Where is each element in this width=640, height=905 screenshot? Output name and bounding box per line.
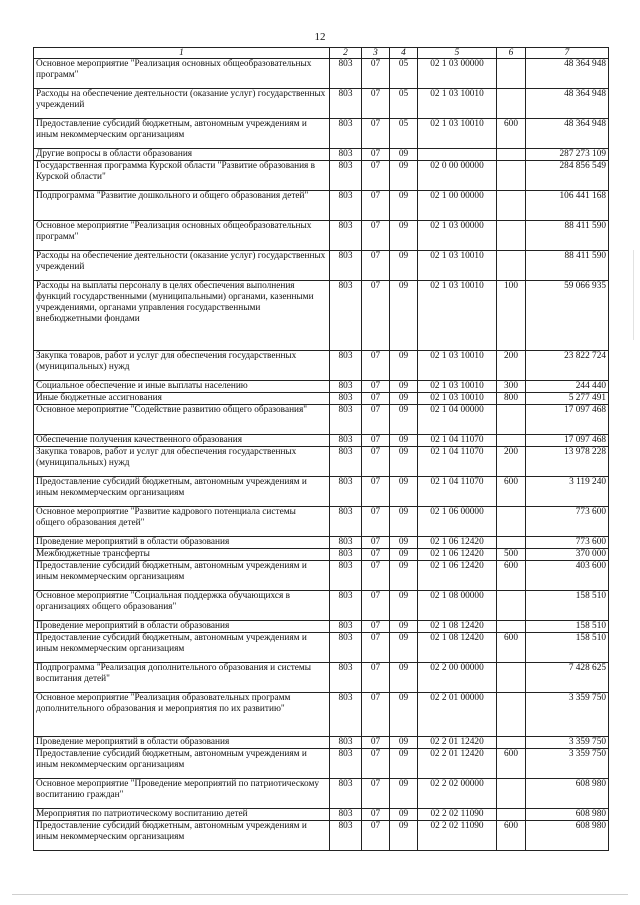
table-row: [34, 809, 609, 821]
row-target-article: 02 1 03 10010: [418, 381, 497, 393]
row-target-article: 02 1 04 00000: [418, 405, 497, 435]
row-admin-code: 803: [330, 381, 362, 393]
row-admin-code: 803: [330, 779, 362, 809]
row-expense-type: [497, 89, 526, 119]
table-row: [34, 621, 609, 633]
row-section: 07: [362, 621, 390, 633]
row-admin-code: 803: [330, 749, 362, 779]
row-expense-type: 600: [497, 561, 526, 591]
row-section: 07: [362, 381, 390, 393]
row-section: 07: [362, 281, 390, 351]
row-name: Предоставление субсидий бюджетным, автономным учреждениям и иным некоммерческим организациям: [34, 477, 330, 507]
row-target-article: 02 2 02 00000: [418, 779, 497, 809]
row-section: 07: [362, 507, 390, 537]
row-name: Расходы на обеспечение деятельности (оказание услуг) государственных учреждений: [34, 251, 330, 281]
row-target-article: 02 1 08 12420: [418, 621, 497, 633]
row-target-article: [418, 149, 497, 161]
row-target-article: 02 2 02 11090: [418, 809, 497, 821]
row-name: Социальное обеспечение и иные выплаты населению: [34, 381, 330, 393]
row-name: Закупка товаров, работ и услуг для обеспечения государственных (муниципальных) нужд: [34, 447, 330, 477]
row-amount: 608 980: [526, 779, 609, 809]
table-row: [34, 561, 609, 591]
header-col-7: 7: [526, 48, 609, 59]
row-target-article: 02 1 03 10010: [418, 281, 497, 351]
row-section: 07: [362, 119, 390, 149]
row-name: Расходы на выплаты персоналу в целях обеспечения выполнения функций государственными (муниципальными) органами, казенными учреждениями, органами управления государственными внебюджетными фондами: [34, 281, 330, 351]
row-name: Подпрограмма "Развитие дошкольного и общего образования детей": [34, 191, 330, 221]
row-expense-type: [497, 405, 526, 435]
row-subsection: 09: [390, 149, 418, 161]
table-row: [34, 779, 609, 809]
row-target-article: 02 1 08 00000: [418, 591, 497, 621]
row-subsection: 09: [390, 549, 418, 561]
row-expense-type: 500: [497, 549, 526, 561]
row-amount: 5 277 491: [526, 393, 609, 405]
row-section: 07: [362, 191, 390, 221]
row-section: 07: [362, 251, 390, 281]
row-admin-code: 803: [330, 281, 362, 351]
row-expense-type: 300: [497, 381, 526, 393]
row-section: 07: [362, 537, 390, 549]
row-target-article: 02 1 00 00000: [418, 191, 497, 221]
row-amount: 23 822 724: [526, 351, 609, 381]
row-admin-code: 803: [330, 507, 362, 537]
row-target-article: 02 2 02 11090: [418, 821, 497, 851]
row-amount: 48 364 948: [526, 59, 609, 89]
row-admin-code: 803: [330, 693, 362, 737]
table-row: [34, 549, 609, 561]
table-row: [34, 447, 609, 477]
row-amount: 370 000: [526, 549, 609, 561]
row-name: Расходы на обеспечение деятельности (оказание услуг) государственных учреждений: [34, 89, 330, 119]
row-subsection: 05: [390, 59, 418, 89]
budget-table-body: [34, 59, 609, 851]
row-amount: 287 273 109: [526, 149, 609, 161]
row-section: 07: [362, 821, 390, 851]
row-admin-code: 803: [330, 251, 362, 281]
row-amount: 106 441 168: [526, 191, 609, 221]
row-expense-type: [497, 59, 526, 89]
table-row: [34, 191, 609, 221]
table-row: [34, 251, 609, 281]
row-name: Основное мероприятие "Социальная поддержка обучающихся в организациях общего образования": [34, 591, 330, 621]
row-target-article: 02 1 06 12420: [418, 537, 497, 549]
row-admin-code: 803: [330, 119, 362, 149]
row-amount: 17 097 468: [526, 405, 609, 435]
row-target-article: 02 1 04 11070: [418, 477, 497, 507]
row-expense-type: 600: [497, 633, 526, 663]
row-section: 07: [362, 591, 390, 621]
row-subsection: 09: [390, 507, 418, 537]
row-admin-code: 803: [330, 591, 362, 621]
row-amount: 244 440: [526, 381, 609, 393]
table-row: [34, 381, 609, 393]
row-amount: 158 510: [526, 591, 609, 621]
row-name: Предоставление субсидий бюджетным, автономным учреждениям и иным некоммерческим организациям: [34, 119, 330, 149]
row-admin-code: 803: [330, 663, 362, 693]
row-expense-type: 200: [497, 447, 526, 477]
row-amount: 13 978 228: [526, 447, 609, 477]
row-target-article: 02 1 03 00000: [418, 221, 497, 251]
table-row: [34, 507, 609, 537]
row-amount: 59 066 935: [526, 281, 609, 351]
row-subsection: 09: [390, 393, 418, 405]
row-admin-code: 803: [330, 621, 362, 633]
header-col-5: 5: [418, 48, 497, 59]
row-amount: 608 980: [526, 821, 609, 851]
row-name: Проведение мероприятий в области образования: [34, 621, 330, 633]
row-expense-type: [497, 621, 526, 633]
header-col-1: 1: [34, 48, 330, 59]
row-expense-type: [497, 809, 526, 821]
row-section: 07: [362, 633, 390, 663]
row-admin-code: 803: [330, 549, 362, 561]
row-subsection: 09: [390, 381, 418, 393]
row-subsection: 09: [390, 405, 418, 435]
header-col-3: 3: [362, 48, 390, 59]
row-expense-type: [497, 507, 526, 537]
table-row: [34, 821, 609, 851]
header-col-6: 6: [497, 48, 526, 59]
row-admin-code: 803: [330, 447, 362, 477]
row-target-article: 02 1 03 10010: [418, 89, 497, 119]
row-target-article: 02 2 01 12420: [418, 737, 497, 749]
row-admin-code: 803: [330, 737, 362, 749]
row-expense-type: [497, 537, 526, 549]
row-target-article: 02 1 08 12420: [418, 633, 497, 663]
row-section: 07: [362, 59, 390, 89]
row-name: Подпрограмма "Реализация дополнительного образования и системы воспитания детей": [34, 663, 330, 693]
row-name: Проведение мероприятий в области образования: [34, 737, 330, 749]
row-amount: 158 510: [526, 621, 609, 633]
row-expense-type: 600: [497, 821, 526, 851]
row-expense-type: [497, 435, 526, 447]
row-subsection: 09: [390, 749, 418, 779]
row-section: 07: [362, 663, 390, 693]
row-expense-type: [497, 779, 526, 809]
row-target-article: 02 1 06 00000: [418, 507, 497, 537]
row-subsection: 09: [390, 561, 418, 591]
row-expense-type: 600: [497, 749, 526, 779]
row-amount: 7 428 625: [526, 663, 609, 693]
row-expense-type: [497, 251, 526, 281]
row-admin-code: 803: [330, 351, 362, 381]
row-amount: 608 980: [526, 809, 609, 821]
row-amount: 88 411 590: [526, 251, 609, 281]
row-expense-type: [497, 221, 526, 251]
row-name: Предоставление субсидий бюджетным, автономным учреждениям и иным некоммерческим организациям: [34, 561, 330, 591]
row-subsection: 09: [390, 737, 418, 749]
row-section: 07: [362, 435, 390, 447]
row-section: 07: [362, 221, 390, 251]
row-name: Предоставление субсидий бюджетным, автономным учреждениям и иным некоммерческим организациям: [34, 821, 330, 851]
row-subsection: 09: [390, 591, 418, 621]
row-target-article: 02 1 03 10010: [418, 351, 497, 381]
row-name: Государственная программа Курской области "Развитие образования в Курской области": [34, 161, 330, 191]
row-section: 07: [362, 779, 390, 809]
row-admin-code: 803: [330, 821, 362, 851]
row-amount: 88 411 590: [526, 221, 609, 251]
row-subsection: 09: [390, 621, 418, 633]
row-expense-type: [497, 191, 526, 221]
table-row: [34, 221, 609, 251]
row-name: Основное мероприятие "Содействие развитию общего образования": [34, 405, 330, 435]
row-section: 07: [362, 737, 390, 749]
row-section: 07: [362, 393, 390, 405]
row-section: 07: [362, 477, 390, 507]
row-admin-code: 803: [330, 435, 362, 447]
row-admin-code: 803: [330, 161, 362, 191]
row-section: 07: [362, 161, 390, 191]
row-subsection: 05: [390, 119, 418, 149]
table-row: [34, 477, 609, 507]
row-subsection: 09: [390, 161, 418, 191]
row-amount: 773 600: [526, 507, 609, 537]
table-row: [34, 591, 609, 621]
row-amount: 773 600: [526, 537, 609, 549]
row-subsection: 05: [390, 89, 418, 119]
row-name: Иные бюджетные ассигнования: [34, 393, 330, 405]
row-expense-type: [497, 149, 526, 161]
row-expense-type: 200: [497, 351, 526, 381]
row-target-article: 02 1 06 12420: [418, 561, 497, 591]
row-expense-type: 600: [497, 477, 526, 507]
row-subsection: 09: [390, 809, 418, 821]
row-target-article: 02 2 01 12420: [418, 749, 497, 779]
row-expense-type: 600: [497, 119, 526, 149]
row-section: 07: [362, 447, 390, 477]
row-admin-code: 803: [330, 149, 362, 161]
table-row: [34, 663, 609, 693]
row-name: Основное мероприятие "Проведение мероприятий по патриотическому воспитанию граждан": [34, 779, 330, 809]
scan-edge-mark: [633, 250, 634, 340]
row-amount: 3 359 750: [526, 749, 609, 779]
row-name: Проведение мероприятий в области образования: [34, 537, 330, 549]
row-expense-type: 100: [497, 281, 526, 351]
page-number: 12: [314, 31, 326, 43]
row-name: Основное мероприятие "Развитие кадрового потенциала системы общего образования детей": [34, 507, 330, 537]
row-name: Предоставление субсидий бюджетным, автономным учреждениям и иным некоммерческим организациям: [34, 749, 330, 779]
row-admin-code: 803: [330, 561, 362, 591]
row-section: 07: [362, 809, 390, 821]
row-amount: 3 119 240: [526, 477, 609, 507]
table-row: [34, 405, 609, 435]
row-target-article: 02 1 04 11070: [418, 435, 497, 447]
table-row: [34, 737, 609, 749]
table-row: [34, 161, 609, 191]
row-section: 07: [362, 351, 390, 381]
row-expense-type: [497, 161, 526, 191]
row-amount: 284 856 549: [526, 161, 609, 191]
row-name: Основное мероприятие "Реализация образовательных программ дополнительного образования и мероприятия по их развитию": [34, 693, 330, 737]
row-target-article: 02 2 00 00000: [418, 663, 497, 693]
header-row: [34, 48, 609, 59]
row-subsection: 09: [390, 191, 418, 221]
row-admin-code: 803: [330, 537, 362, 549]
table-row: [34, 749, 609, 779]
row-admin-code: 803: [330, 477, 362, 507]
row-target-article: 02 1 04 11070: [418, 447, 497, 477]
row-name: Обеспечение получения качественного образования: [34, 435, 330, 447]
row-target-article: 02 1 03 10010: [418, 393, 497, 405]
row-target-article: 02 0 00 00000: [418, 161, 497, 191]
table-row: [34, 393, 609, 405]
header-col-4: 4: [390, 48, 418, 59]
row-name: Основное мероприятие "Реализация основных общеобразовательных программ": [34, 59, 330, 89]
row-section: 07: [362, 561, 390, 591]
row-target-article: 02 1 03 10010: [418, 251, 497, 281]
row-name: Межбюджетные трансферты: [34, 549, 330, 561]
row-admin-code: 803: [330, 221, 362, 251]
row-subsection: 09: [390, 693, 418, 737]
table-row: [34, 89, 609, 119]
row-subsection: 09: [390, 537, 418, 549]
row-expense-type: [497, 693, 526, 737]
row-target-article: 02 1 03 00000: [418, 59, 497, 89]
row-admin-code: 803: [330, 59, 362, 89]
table-row: [34, 693, 609, 737]
row-subsection: 09: [390, 351, 418, 381]
row-subsection: 09: [390, 281, 418, 351]
row-name: Основное мероприятие "Реализация основных общеобразовательных программ": [34, 221, 330, 251]
row-name: Мероприятия по патриотическому воспитанию детей: [34, 809, 330, 821]
row-name: Закупка товаров, работ и услуг для обеспечения государственных (муниципальных) нужд: [34, 351, 330, 381]
row-subsection: 09: [390, 221, 418, 251]
row-admin-code: 803: [330, 809, 362, 821]
row-section: 07: [362, 149, 390, 161]
table-row: [34, 281, 609, 351]
row-name: Другие вопросы в области образования: [34, 149, 330, 161]
row-admin-code: 803: [330, 191, 362, 221]
row-name: Предоставление субсидий бюджетным, автономным учреждениям и иным некоммерческим организациям: [34, 633, 330, 663]
row-subsection: 09: [390, 821, 418, 851]
row-target-article: 02 1 06 12420: [418, 549, 497, 561]
row-amount: 3 359 750: [526, 737, 609, 749]
row-section: 07: [362, 89, 390, 119]
budget-table: [33, 47, 609, 851]
row-expense-type: 800: [497, 393, 526, 405]
row-target-article: 02 2 01 00000: [418, 693, 497, 737]
row-subsection: 09: [390, 633, 418, 663]
row-section: 07: [362, 549, 390, 561]
row-section: 07: [362, 693, 390, 737]
table-row: [34, 435, 609, 447]
row-amount: 17 097 468: [526, 435, 609, 447]
row-admin-code: 803: [330, 405, 362, 435]
row-subsection: 09: [390, 477, 418, 507]
row-subsection: 09: [390, 779, 418, 809]
row-subsection: 09: [390, 663, 418, 693]
table-row: [34, 633, 609, 663]
table-row: [34, 119, 609, 149]
row-amount: 403 600: [526, 561, 609, 591]
row-admin-code: 803: [330, 393, 362, 405]
row-expense-type: [497, 591, 526, 621]
header-col-2: 2: [330, 48, 362, 59]
row-amount: 48 364 948: [526, 89, 609, 119]
row-section: 07: [362, 405, 390, 435]
table-row: [34, 537, 609, 549]
row-amount: 48 364 948: [526, 119, 609, 149]
table-row: [34, 351, 609, 381]
row-target-article: 02 1 03 10010: [418, 119, 497, 149]
row-expense-type: [497, 663, 526, 693]
row-admin-code: 803: [330, 89, 362, 119]
row-expense-type: [497, 737, 526, 749]
table-row: [34, 149, 609, 161]
scan-edge-line: [12, 894, 628, 895]
row-subsection: 09: [390, 435, 418, 447]
row-amount: 3 359 750: [526, 693, 609, 737]
row-amount: 158 510: [526, 633, 609, 663]
row-admin-code: 803: [330, 633, 362, 663]
row-subsection: 09: [390, 251, 418, 281]
table-row: [34, 59, 609, 89]
row-section: 07: [362, 749, 390, 779]
row-subsection: 09: [390, 447, 418, 477]
